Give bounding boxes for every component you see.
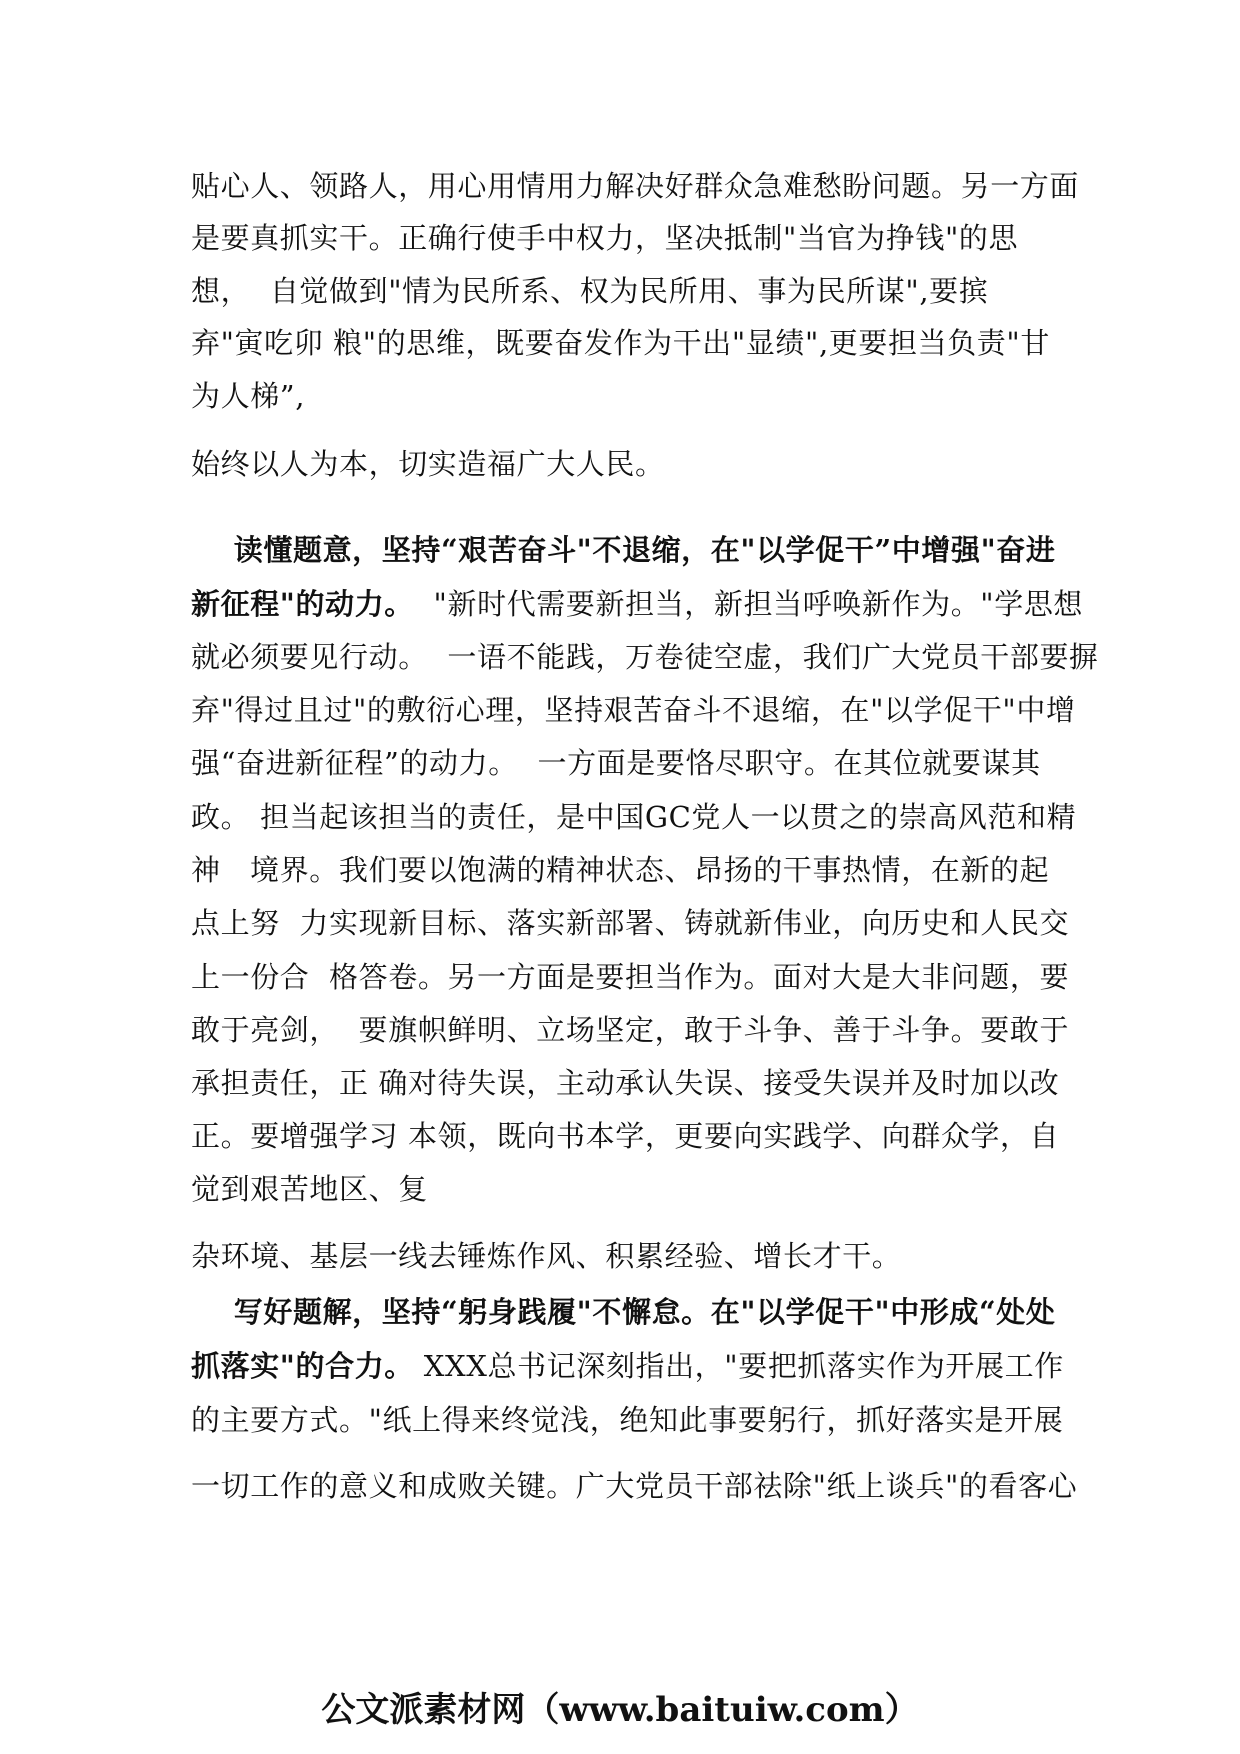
- text-line-9: 就必须要见行动。 一语不能践，万卷徒空虚，我们广大党员干部要摒: [191, 640, 1099, 674]
- text-line-2: 是要真抓实干。正确行使手中权力，坚决抵制"当官为挣钱"的思: [191, 221, 1019, 255]
- text-line-20: 杂环境、基层一线去锤炼作风、积累经验、增长才干。: [191, 1239, 902, 1273]
- footer-site-name: 公文派素材网（www.baituiw.com）: [321, 1690, 919, 1730]
- text-line-16: 敢于亮剑， 要旗帜鲜明、立场坚定，敢于斗争、善于斗争。要敢于: [191, 1013, 1070, 1047]
- text-line-22: 抓落实"的合力。 XXX总书记深刻指出，"要把抓落实作为开展工作: [191, 1349, 1064, 1383]
- text-line-24: 一切工作的意义和成败关键。广大党员干部祛除"纸上谈兵"的看客心: [191, 1469, 1078, 1503]
- text-line-5: 为人梯”,: [191, 379, 306, 413]
- text-line-3: 想， 自觉做到"情为民所系、权为民所用、事为民所谋",要摈: [191, 274, 989, 308]
- text-line-1: 贴心人、领路人，用心用情用力解决好群众急难愁盼问题。另一方面: [191, 169, 1080, 203]
- text-line-15: 上一份合 格答卷。另一方面是要担当作为。面对大是大非问题，要: [191, 960, 1070, 994]
- text-line-12: 政。 担当起该担当的责任，是中国GC党人一以贯之的崇高风范和精: [191, 800, 1077, 834]
- text-line-10: 弃"得过且过"的敷衍心理，坚持艰苦奋斗不退缩，在"以学促干"中增: [191, 693, 1076, 727]
- text-line-18: 正。要增强学习 本领，既向书本学，更要向实践学、向群众学，自: [191, 1119, 1060, 1153]
- text-line-6: 始终以人为本，切实造福广大人民。: [191, 447, 665, 481]
- text-line-17: 承担责任，正 确对待失误，主动承认失误、接受失误并及时加以改: [191, 1066, 1060, 1100]
- text-line-14: 点上努 力实现新目标、落实新部署、铸就新伟业，向历史和人民交: [191, 906, 1070, 940]
- text-line-13: 神 境界。我们要以饱满的精神状态、昂扬的干事热情，在新的起: [191, 853, 1050, 887]
- text-line-11: 强“奋进新征程”的动力。 一方面是要恪尽职守。在其位就要谋其: [191, 746, 1041, 780]
- section-heading-1: 读懂题意，坚持“艰苦奋斗"不退缩，在"以学促干”中增强"奋进: [191, 533, 1056, 567]
- section-heading-2: 写好题解，坚持“躬身践履"不懈怠。在"以学促干"中形成“处处: [191, 1295, 1056, 1329]
- text-line-23: 的主要方式。"纸上得来终觉浅，绝知此事要躬行，抓好落实是开展: [191, 1403, 1064, 1437]
- text-line-19: 觉到艰苦地区、复: [191, 1172, 428, 1206]
- text-line-4: 弃"寅吃卯 粮"的思维，既要奋发作为干出"显绩",更要担当负责"甘: [191, 326, 1050, 360]
- text-line-8: 新征程"的动力。 "新时代需要新担当，新担当呼唤新作为。"学思想: [191, 587, 1084, 621]
